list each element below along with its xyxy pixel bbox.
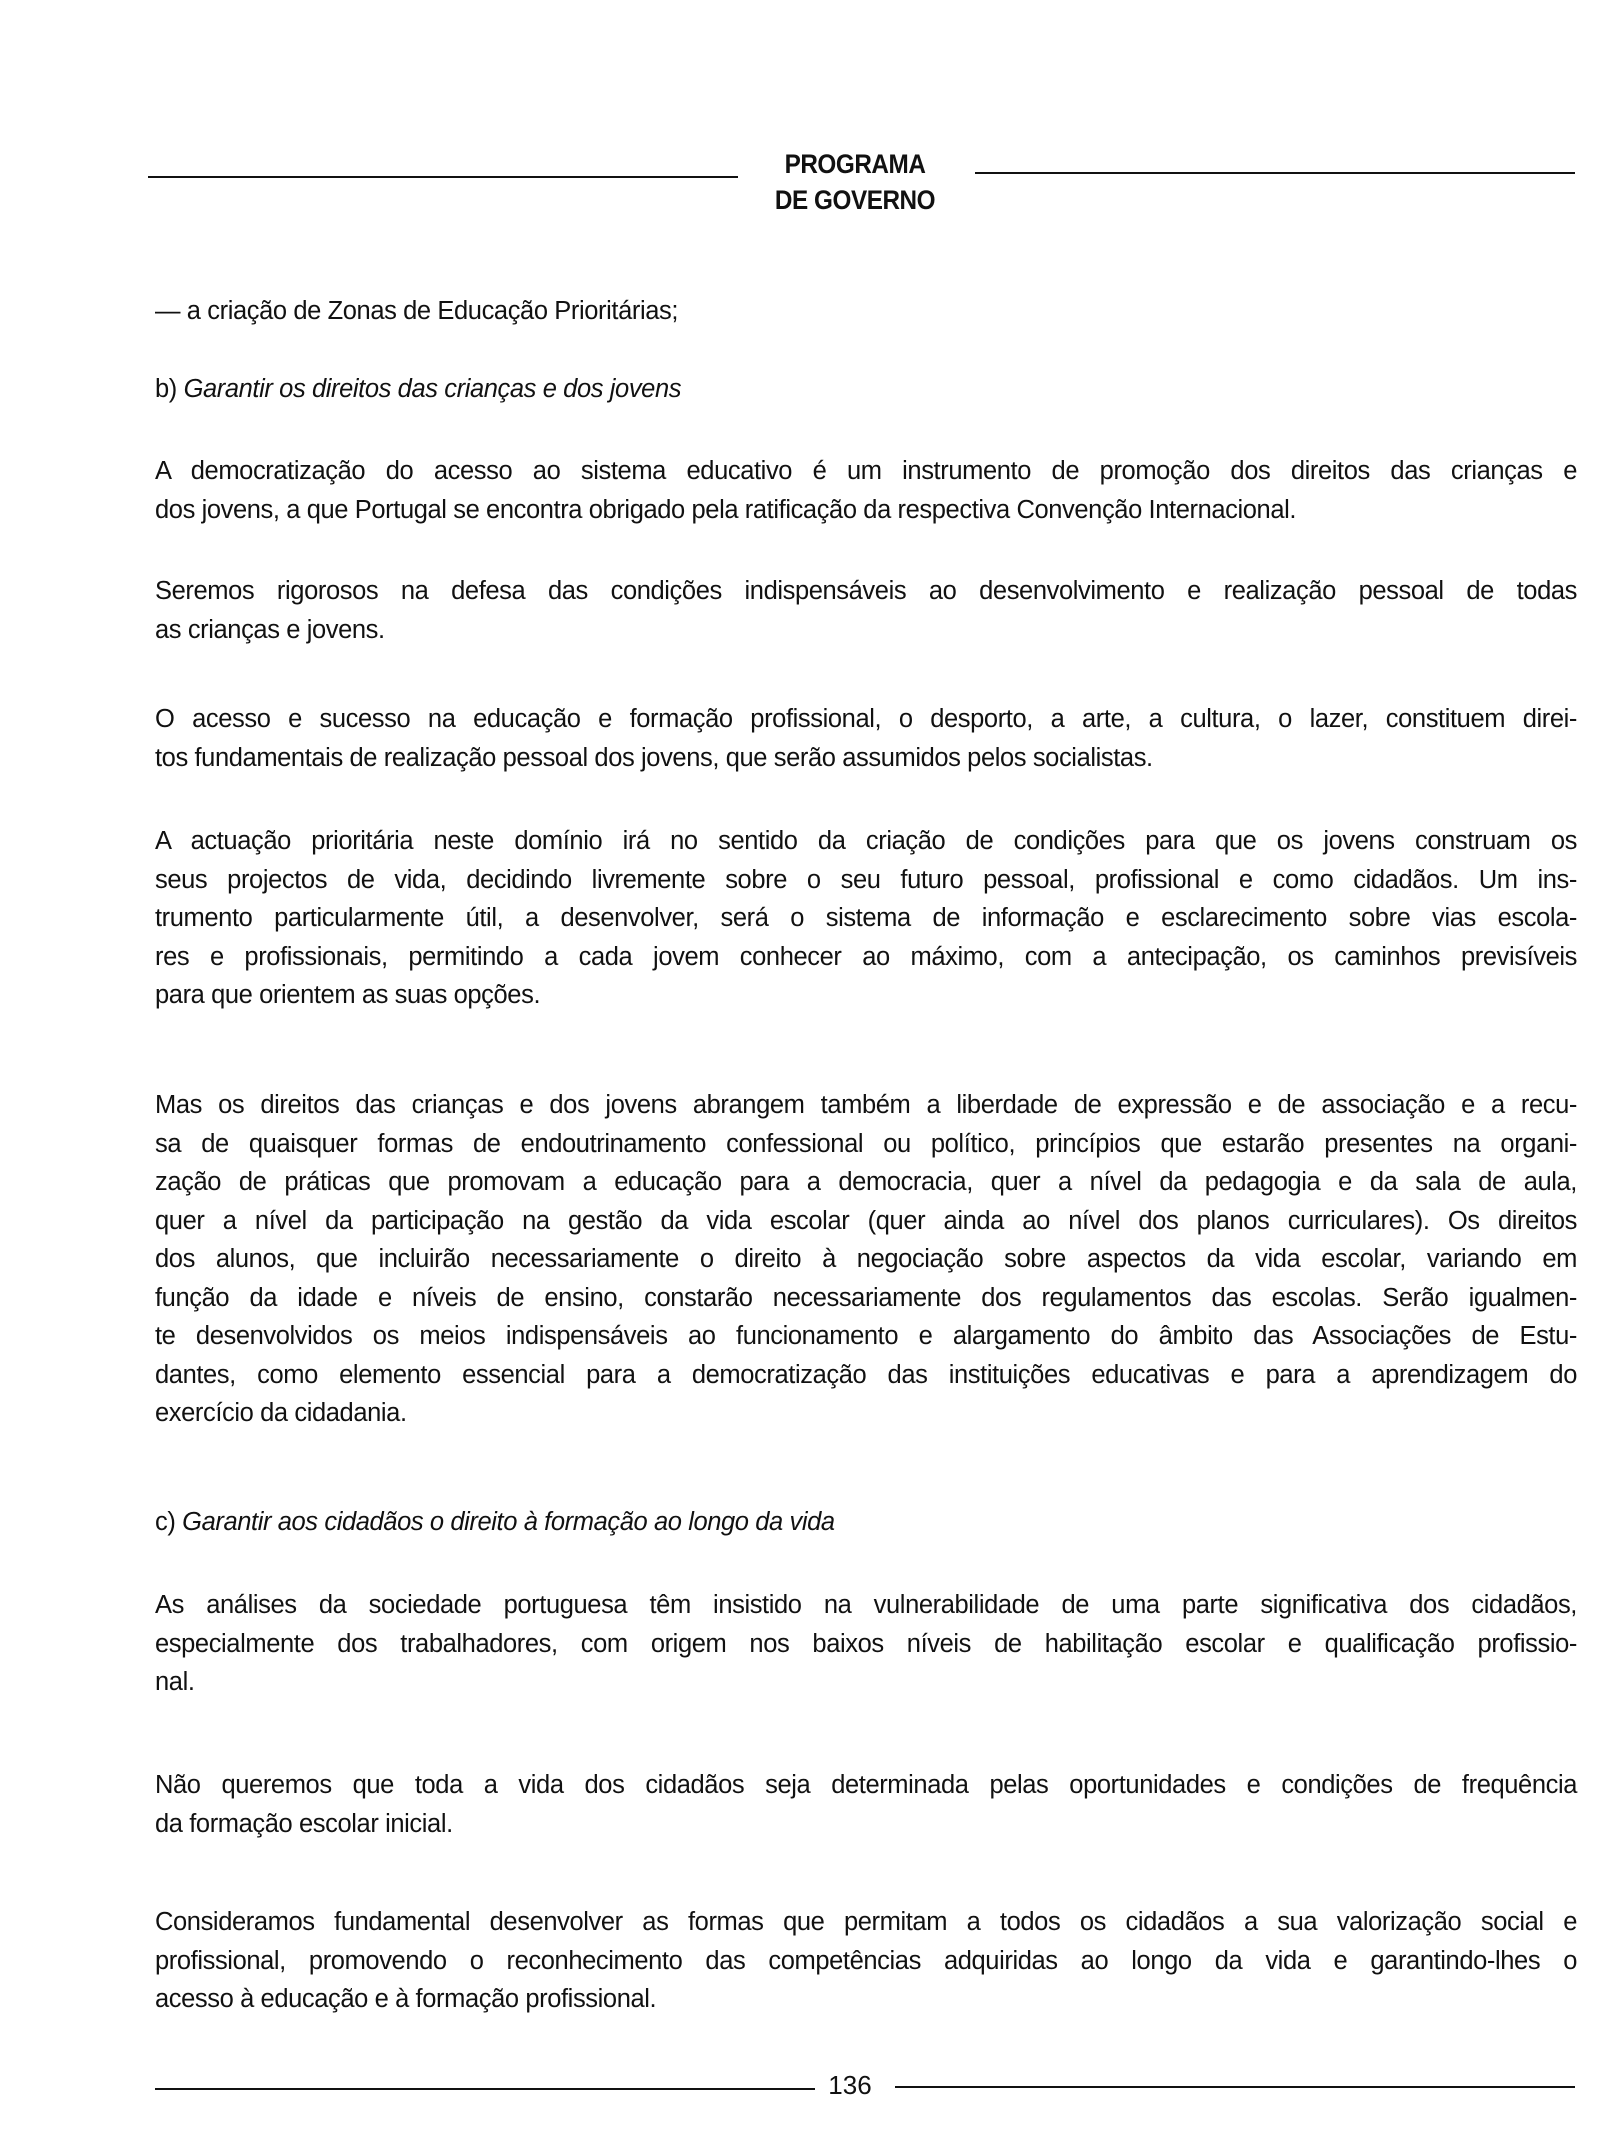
page-number: 136: [828, 2070, 872, 2100]
paragraph-line: dos alunos, que incluirão necessariamente o direito à negociação sobre aspectos da vida escolar, variando em: [155, 1245, 1577, 1273]
paragraph: [155, 700, 1577, 777]
paragraph-line: As análises da sociedade portuguesa têm insistido na vulnerabilidade de uma parte significativa dos cidadãos,: [155, 1591, 1577, 1619]
paragraph-line: da formação escolar inicial.: [155, 1809, 453, 1838]
paragraph-line: para que orientem as suas opções.: [155, 981, 541, 1009]
paragraph: [155, 822, 1577, 1015]
paragraph: [155, 1766, 1577, 1843]
paragraph-line: Seremos rigorosos na defesa das condições indispensáveis ao desenvolvimento e realização pessoal de todas: [155, 577, 1577, 605]
paragraph-line: exercício da cidadania.: [155, 1399, 407, 1427]
header-line-2: DE GOVERNO: [774, 185, 936, 215]
section-c-title: Garantir aos cidadãos o direito à formação ao longo da vida: [182, 1508, 835, 1536]
section-b-title: Garantir os direitos das crianças e dos jovens: [183, 375, 682, 403]
section-c-heading: [155, 1503, 1577, 1542]
paragraph-line: as crianças e jovens.: [155, 615, 385, 644]
paragraph: [155, 1903, 1577, 2019]
paragraph: [155, 1086, 1577, 1433]
footer-rule-left: [155, 2088, 815, 2090]
paragraph-line: res e profissionais, permitindo a cada jovem conhecer ao máximo, com a antecipação, os caminhos previsíveis: [155, 942, 1577, 971]
paragraph-line: te desenvolvidos os meios indispensáveis ao funcionamento e alargamento do âmbito das Associações de Estu-: [155, 1322, 1577, 1350]
paragraph-line: sa de quaisquer formas de endoutrinamento confessional ou político, princípios que estarão presentes na organi-: [155, 1129, 1577, 1158]
header-rule-right: [975, 172, 1575, 174]
paragraph: [155, 572, 1577, 649]
paragraph-line: Mas os direitos das crianças e dos jovens abrangem também a liberdade de expressão e de associação e a recu-: [155, 1091, 1577, 1119]
paragraph-line: quer a nível da participação na gestão da vida escolar (quer ainda ao nível dos planos curriculares). Os direitos: [155, 1206, 1577, 1235]
paragraph-line: A democratização do acesso ao sistema educativo é um instrumento de promoção dos direitos das crianças e: [155, 457, 1577, 485]
paragraph-line: O acesso e sucesso na educação e formação profissional, o desporto, a arte, a cultura, o lazer, constituem direi-: [155, 705, 1577, 733]
paragraph-line: dantes, como elemento essencial para a democratização das instituições educativas e para a aprendizagem do: [155, 1360, 1577, 1389]
header-rule-left: [148, 176, 738, 178]
footer-rule-right: [895, 2086, 1575, 2088]
paragraph-line: acesso à educação e à formação profissional.: [155, 1985, 657, 2013]
section-c-prefix: c): [155, 1508, 176, 1536]
paragraph-line: Consideramos fundamental desenvolver as formas que permitam a todos os cidadãos a sua valorização social e: [155, 1908, 1577, 1936]
paragraph: [155, 1586, 1577, 1702]
paragraph-line: função da idade e níveis de ensino, constarão necessariamente dos regulamentos das escolas. Serão igualmen-: [155, 1283, 1577, 1312]
section-b-prefix: b): [155, 375, 177, 403]
paragraph-line: tos fundamentais de realização pessoal dos jovens, que serão assumidos pelos socialistas.: [155, 743, 1153, 772]
header-line-1: PROGRAMA: [784, 149, 926, 179]
paragraph-line: Não queremos que toda a vida dos cidadãos seja determinada pelas oportunidades e condições de frequência: [155, 1771, 1577, 1799]
paragraph-line: dos jovens, a que Portugal se encontra obrigado pela ratificação da respectiva Convenção Internacional.: [155, 495, 1297, 524]
running-header: [752, 146, 959, 218]
paragraph-line: zação de práticas que promovam a educação para a democracia, quer a nível da pedagogia e da sala de aula,: [155, 1168, 1577, 1196]
paragraph: [155, 452, 1577, 529]
paragraph-line: especialmente dos trabalhadores, com origem nos baixos níveis de habilitação escolar e qualificação profissio-: [155, 1629, 1577, 1658]
paragraph-line: profissional, promovendo o reconhecimento das competências adquiridas ao longo da vida e garantindo-lhes o: [155, 1946, 1577, 1975]
item-a-last: — a criação de Zonas de Educação Prioritárias;: [155, 297, 679, 325]
paragraph-line: trumento particularmente útil, a desenvolver, será o sistema de informação e esclarecimento sobre vias escola-: [155, 904, 1577, 932]
section-b-heading: [155, 370, 1577, 409]
paragraph-line: seus projectos de vida, decidindo livremente sobre o seu futuro pessoal, profissional e como cidadãos. Um ins-: [155, 865, 1577, 894]
paragraph-line: nal.: [155, 1668, 195, 1696]
paragraph-line: A actuação prioritária neste domínio irá no sentido da criação de condições para que os jovens construam os: [155, 827, 1577, 855]
